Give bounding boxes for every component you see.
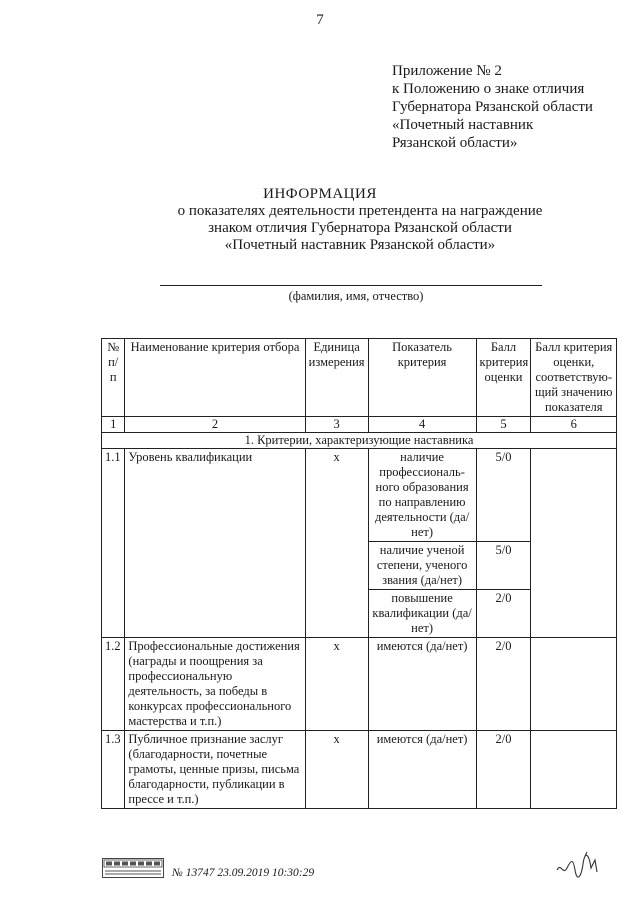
appendix-line: «Почетный наставник [392,117,534,133]
column-index-row [102,417,617,433]
appendix-line: Приложение № 2 [392,63,502,79]
appendix-reference [392,62,593,152]
row-score: 5/0 [476,449,531,542]
row-score-value [531,638,617,731]
row-indicator: имеются (да/нет) [368,638,476,731]
header-num: № п/п [102,339,125,417]
title-main: ИНФОРМАЦИЯ [263,186,377,202]
row-num: 1.3 [102,731,125,809]
section-row [102,433,617,449]
row-name: Профессиональные достижения (награды и поощрения за профессиональную деятельность, за победы в конкурсах профессионального мастерства и т.п.) [125,638,305,731]
row-num: 1.2 [102,638,125,731]
appendix-line: Рязанской области» [392,135,518,151]
document-registration-number: № 13747 23.09.2019 10:30:29 [172,867,315,879]
header-name: Наименование критерия отбора [125,339,305,417]
index-cell: 6 [531,417,617,433]
appendix-line: к Положению о знаке отличия [392,81,585,97]
row-name: Уровень квалификации [125,449,305,638]
header-score: Балл критерия оценки [476,339,531,417]
row-indicator: наличие ученой степени, ученого звания (да/нет) [368,542,476,590]
row-indicator: наличие профессиональ-ного образования по направлению деятельности (да/нет) [368,449,476,542]
section-title: 1. Критерии, характеризующие наставника [102,433,617,449]
header-indicator: Показатель критерия [368,339,476,417]
page-number: 7 [316,12,324,28]
header-score-value: Балл критерия оценки, соответствую-щий значению показателя [531,339,617,417]
registration-stamp-icon [102,858,164,878]
table-row [102,731,617,809]
document-title [0,186,640,254]
row-num: 1.1 [102,449,125,638]
row-unit: x [305,449,368,638]
table-row [102,449,617,542]
index-cell: 1 [102,417,125,433]
header-unit: Единица измерения [305,339,368,417]
name-fill-line [160,285,542,286]
row-indicator: повышение квалификации (да/нет) [368,590,476,638]
index-cell: 3 [305,417,368,433]
row-unit: x [305,731,368,809]
row-unit: x [305,638,368,731]
signature-icon [555,848,603,882]
name-caption: (фамилия, имя, отчество) [288,289,424,303]
appendix-line: Губернатора Рязанской области [392,99,593,115]
stamp-pattern-icon [103,859,163,877]
row-score-value [531,731,617,809]
criteria-table [101,338,617,809]
index-cell: 4 [368,417,476,433]
title-line: «Почетный наставник Рязанской области» [224,237,496,253]
row-score-value [531,449,617,638]
title-line: о показателях деятельности претендента на награждение [177,203,543,219]
row-score: 5/0 [476,542,531,590]
index-cell: 5 [476,417,531,433]
row-score: 2/0 [476,731,531,809]
row-name: Публичное признание заслуг (благодарности, почетные грамоты, ценные призы, письма благодарности, публикации в прессе и т.п.) [125,731,305,809]
title-line: знаком отличия Губернатора Рязанской области [208,220,512,236]
row-score: 2/0 [476,590,531,638]
table-row [102,638,617,731]
row-score: 2/0 [476,638,531,731]
table-header-row [102,339,617,417]
index-cell: 2 [125,417,305,433]
row-indicator: имеются (да/нет) [368,731,476,809]
